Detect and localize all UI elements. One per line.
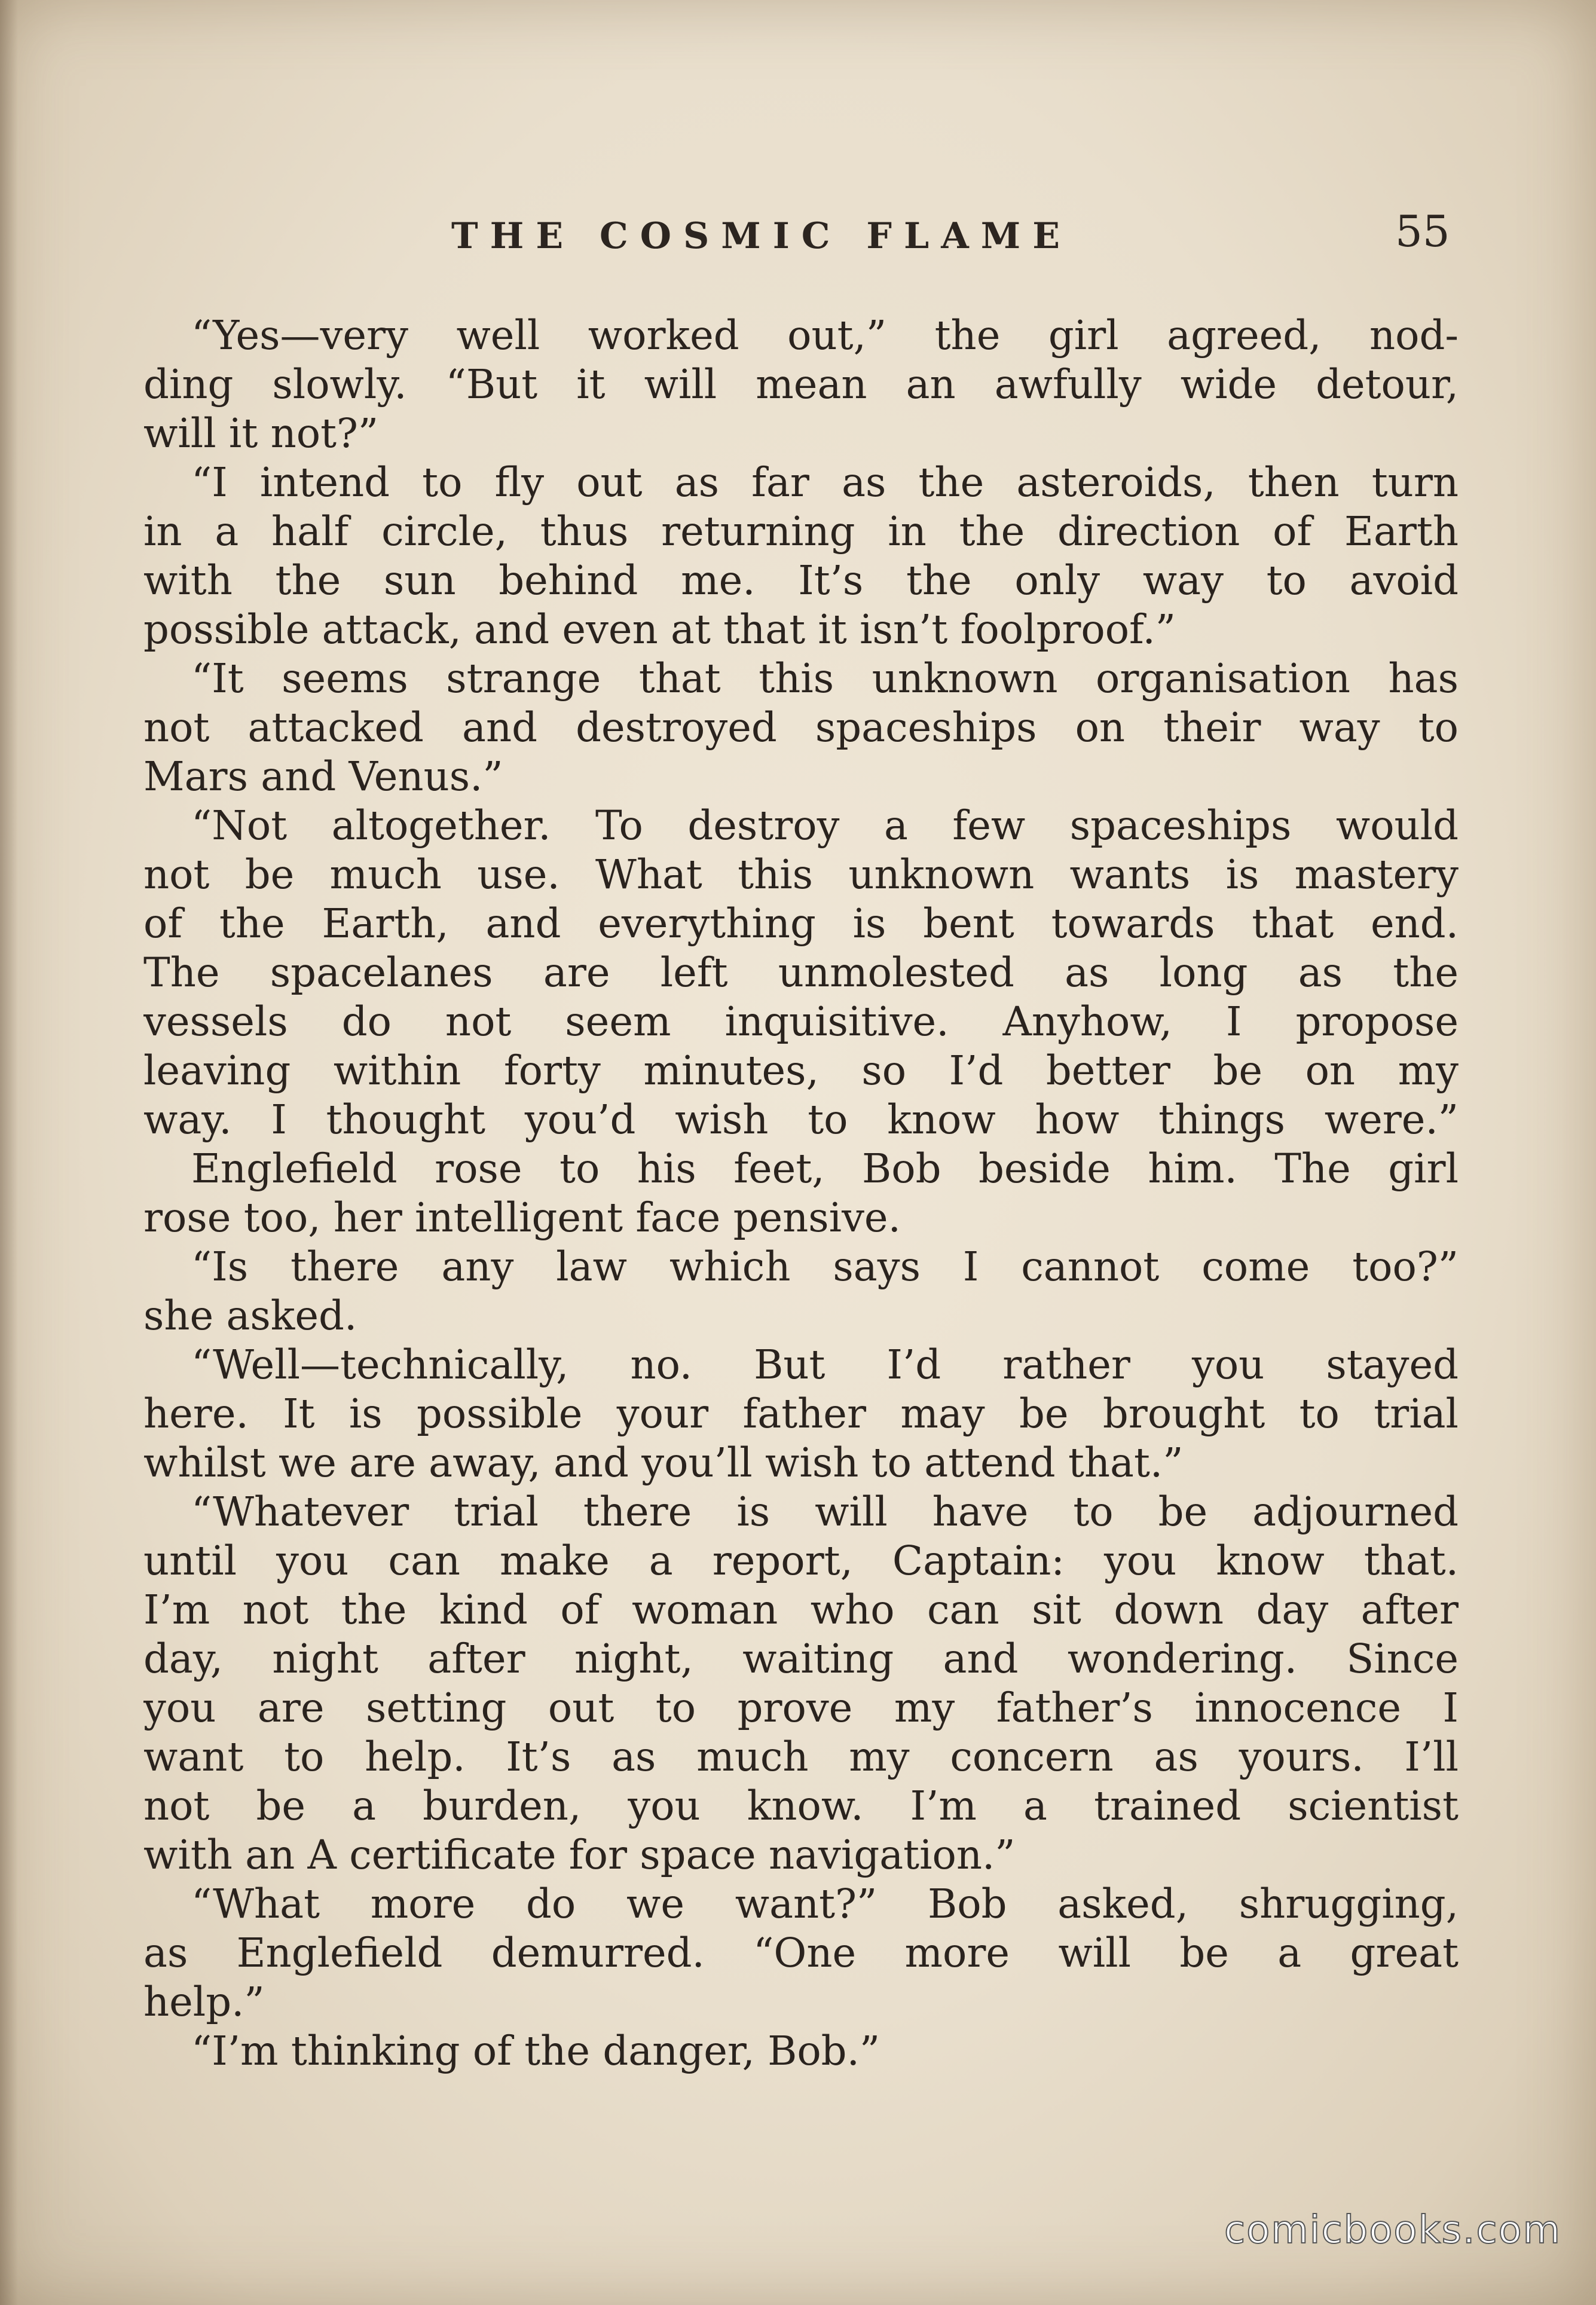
text-line: ding slowly. “But it will mean an awfully wide detour,	[143, 361, 1459, 408]
text-line: “Not altogether. To destroy a few spaceships would	[191, 802, 1459, 849]
text-line: “It seems strange that this unknown organisation has	[191, 655, 1459, 702]
text-line: with the sun behind me. It’s the only way to avoid	[143, 557, 1459, 604]
text-line: with an A certificate for space navigation.”	[143, 1832, 1016, 1878]
text-line: “I’m thinking of the danger, Bob.”	[191, 2028, 880, 2074]
text-line: want to help. It’s as much my concern as yours. I’ll	[143, 1734, 1459, 1780]
running-head: THE COSMIC FLAME	[451, 215, 1072, 257]
text-line: not be much use. What this unknown wants is mastery	[143, 851, 1459, 898]
text-line: help.”	[143, 1979, 265, 2025]
text-line: here. It is possible your father may be brought to trial	[143, 1390, 1459, 1437]
text-line: not be a burden, you know. I’m a trained scientist	[143, 1783, 1459, 1829]
text-line: I’m not the kind of woman who can sit down day after	[143, 1586, 1459, 1633]
text-line: “Whatever trial there is will have to be adjourned	[191, 1488, 1459, 1535]
text-line: whilst we are away, and you’ll wish to attend that.”	[143, 1439, 1184, 1486]
text-line: “What more do we want?” Bob asked, shrugging,	[191, 1881, 1459, 1927]
text-line: vessels do not seem inquisitive. Anyhow, I propose	[143, 998, 1459, 1045]
text-line: “Well—technically, no. But I’d rather you stayed	[191, 1341, 1459, 1388]
text-line: The spacelanes are left unmolested as long as the	[143, 949, 1459, 996]
text-line: as Englefield demurred. “One more will be a great	[143, 1930, 1459, 1976]
text-line: Englefield rose to his feet, Bob beside him. The girl	[191, 1145, 1459, 1192]
text-line: Mars and Venus.”	[143, 753, 503, 800]
text-line: “Yes—very well worked out,” the girl agreed, nod-	[191, 312, 1459, 359]
text-line: not attacked and destroyed spaceships on their way to	[143, 704, 1459, 751]
text-line: until you can make a report, Captain: you know that.	[143, 1537, 1459, 1584]
text-line: “Is there any law which says I cannot come too?”	[191, 1243, 1459, 1290]
watermark-text: comicbooks.com	[1224, 2208, 1561, 2252]
text-line: she asked.	[143, 1292, 357, 1339]
page-spine-shadow	[0, 0, 18, 2305]
text-line: leaving within forty minutes, so I’d better be on my	[143, 1047, 1459, 1094]
text-line: in a half circle, thus returning in the direction of Earth	[143, 508, 1459, 555]
text-line: rose too, her intelligent face pensive.	[143, 1194, 901, 1241]
page-number: 55	[1395, 206, 1450, 256]
text-line: will it not?”	[143, 410, 379, 457]
text-line: of the Earth, and everything is bent towards that end.	[143, 900, 1459, 947]
text-line: you are setting out to prove my father’s innocence I	[143, 1685, 1459, 1731]
text-line: “I intend to fly out as far as the asteroids, then turn	[191, 459, 1459, 506]
body-text	[143, 311, 1459, 2075]
text-line: way. I thought you’d wish to know how things were.”	[143, 1096, 1459, 1143]
text-line: day, night after night, waiting and wondering. Since	[143, 1635, 1459, 1682]
text-line: possible attack, and even at that it isn’t foolproof.”	[143, 606, 1176, 653]
